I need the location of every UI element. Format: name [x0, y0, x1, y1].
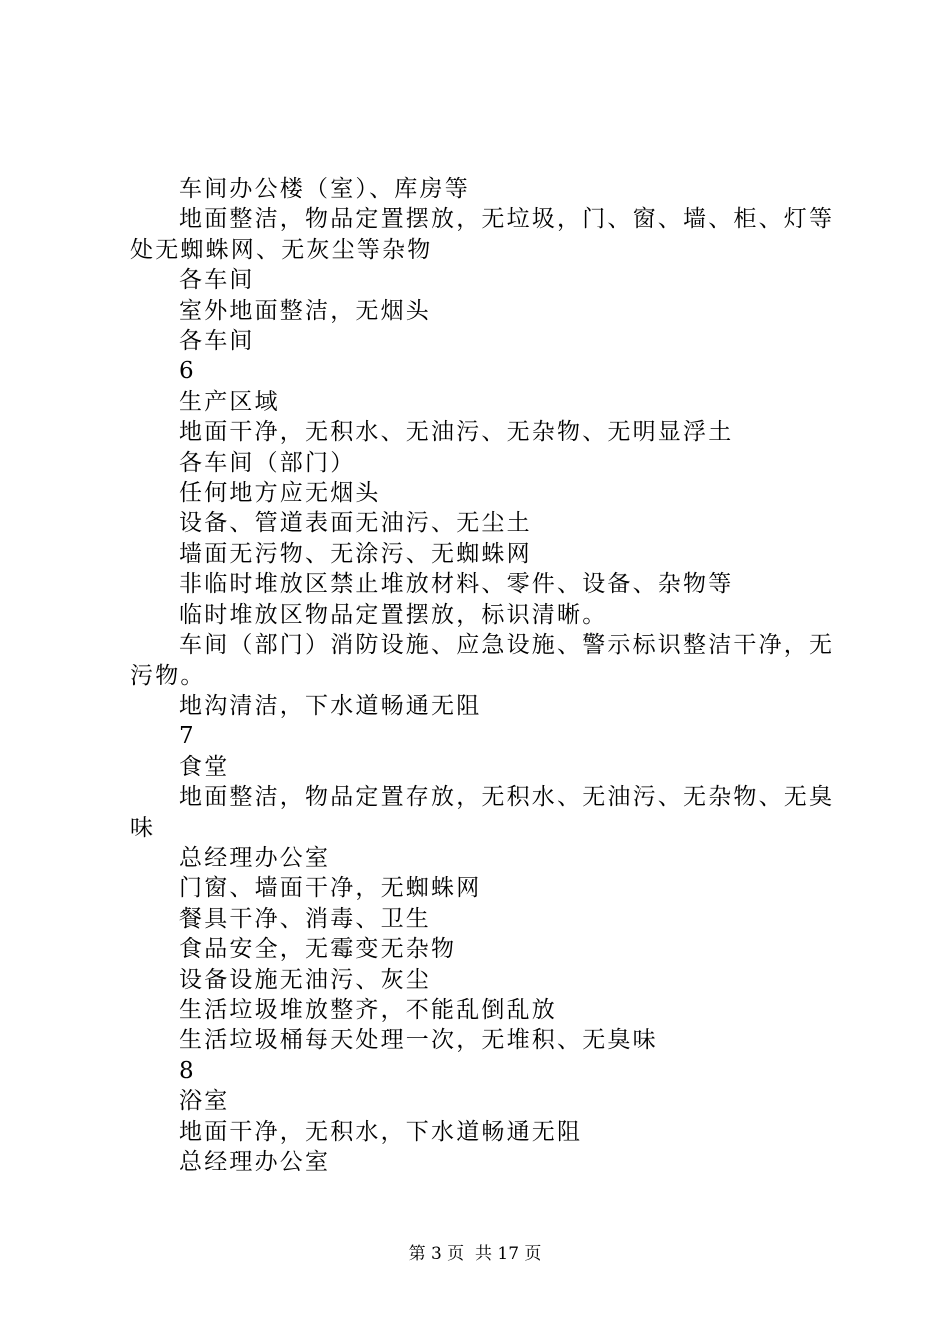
paragraph: 各车间: [179, 328, 255, 355]
section-number: 6: [179, 358, 196, 385]
paragraph: 地面整洁，物品定置存放，无积水、无油污、无杂物、无臭味: [130, 784, 835, 841]
section-title: 生产区域: [179, 388, 280, 415]
paragraph: 各车间（部门）: [179, 449, 356, 476]
section-title: 浴室: [179, 1088, 230, 1115]
paragraph: 临时堆放区物品定置摆放，标识清晰。: [179, 601, 608, 628]
paragraph: 地面干净，无积水、无油污、无杂物、无明显浮土: [179, 419, 734, 446]
paragraph: 总经理办公室: [179, 1149, 331, 1175]
paragraph: 食品安全，无霉变无杂物: [179, 936, 457, 963]
paragraph: 生活垃圾桶每天处理一次，无堆积、无臭味: [179, 1027, 658, 1054]
paragraph: 车间办公楼（室）、库房等: [179, 176, 470, 202]
paragraph: 地沟清洁，下水道畅通无阻: [179, 692, 482, 719]
paragraph: 地面整洁，物品定置摆放，无垃圾，门、窗、墙、柜、灯等处无蜘蛛网、无灰尘等杂物: [130, 206, 835, 263]
section-number: 8: [179, 1057, 196, 1084]
paragraph: 生活垃圾堆放整齐，不能乱倒乱放: [179, 996, 557, 1023]
paragraph: 设备、管道表面无油污、无尘土: [179, 510, 532, 537]
paragraph: 地面干净，无积水，下水道畅通无阻: [179, 1118, 583, 1145]
paragraph: 总经理办公室: [179, 844, 331, 871]
paragraph: 车间（部门）消防设施、应急设施、警示标识整洁干净，无污物。: [130, 632, 835, 689]
page-footer: [0, 1243, 950, 1265]
paragraph: 门窗、墙面干净，无蜘蛛网: [179, 875, 482, 902]
document-body: [130, 174, 835, 1177]
paragraph: 餐具干净、消毒、卫生: [179, 905, 431, 932]
paragraph: 非临时堆放区禁止堆放材料、零件、设备、杂物等: [179, 571, 734, 598]
paragraph: 室外地面整洁，无烟头: [179, 297, 431, 324]
page-number-label: 第 3 页 共 17 页: [408, 1244, 542, 1264]
section-number: 7: [179, 723, 196, 750]
paragraph: 墙面无污物、无涂污、无蜘蛛网: [179, 540, 532, 567]
paragraph: 设备设施无油污、灰尘: [179, 966, 431, 993]
section-title: 食堂: [179, 753, 230, 780]
paragraph: 任何地方应无烟头: [179, 480, 381, 507]
paragraph: 各车间: [179, 267, 255, 294]
